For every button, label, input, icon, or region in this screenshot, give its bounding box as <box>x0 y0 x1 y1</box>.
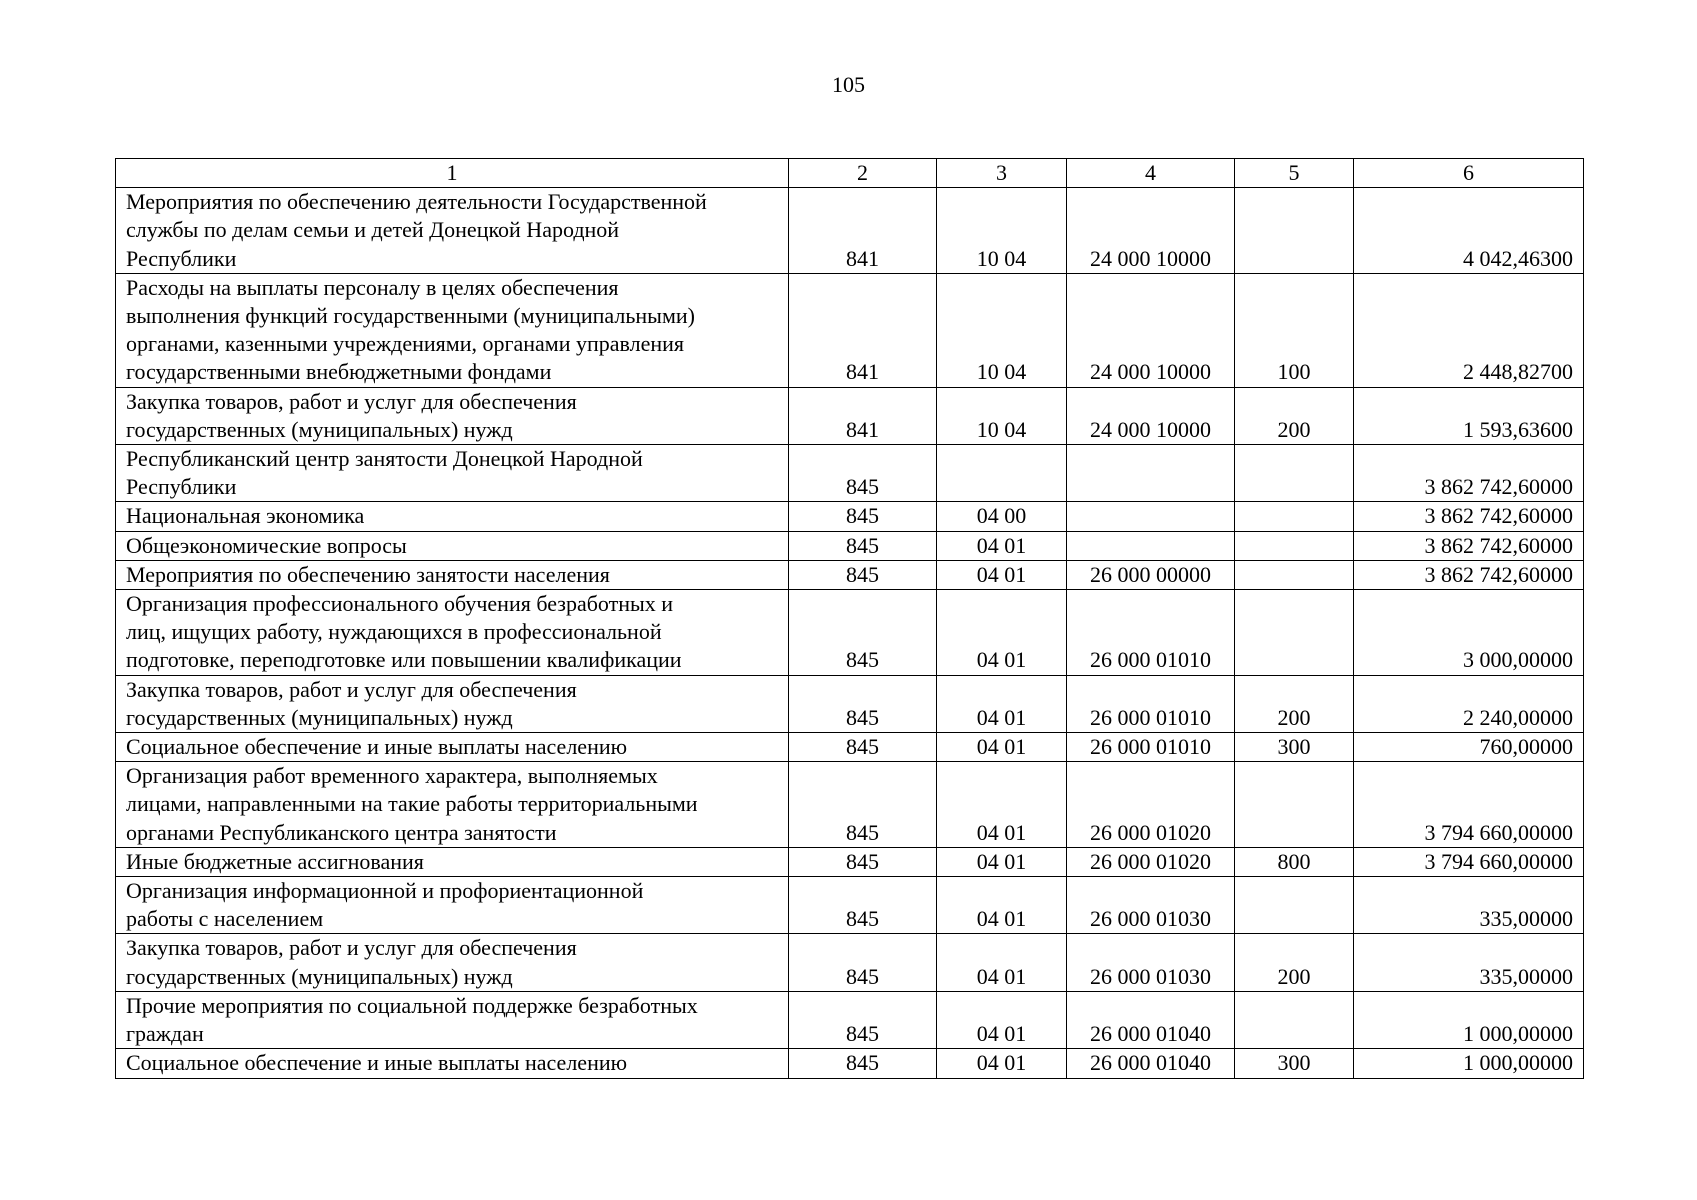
cell-code: 841 <box>789 273 937 387</box>
cell-name-line: государственных (муниципальных) нужд <box>126 963 513 989</box>
cell-name-line: государственных (муниципальных) нужд <box>126 704 513 730</box>
cell-expense-type <box>1235 560 1354 589</box>
column-header-1: 1 <box>116 159 789 188</box>
cell-expense-type <box>1235 991 1354 1048</box>
cell-name <box>116 733 789 762</box>
column-header-5: 5 <box>1235 159 1354 188</box>
cell-code: 841 <box>789 387 937 444</box>
cell-section: 10 04 <box>937 387 1067 444</box>
cell-name-line: Закупка товаров, работ и услуг для обеспечения <box>126 676 577 702</box>
cell-amount: 2 448,82700 <box>1354 273 1584 387</box>
cell-name-line: лиц, ищущих работу, нуждающихся в профессиональной <box>126 619 662 645</box>
cell-name <box>116 934 789 991</box>
cell-code: 845 <box>789 1049 937 1078</box>
table-row <box>116 733 1584 762</box>
cell-amount: 2 240,00000 <box>1354 675 1584 732</box>
cell-name-line: Национальная экономика <box>126 503 365 529</box>
cell-target-item: 26 000 01020 <box>1067 762 1235 848</box>
cell-name-line: выполнения функций государственными (муниципальными) <box>126 303 695 329</box>
cell-amount: 4 042,46300 <box>1354 188 1584 274</box>
cell-name <box>116 675 789 732</box>
cell-code: 845 <box>789 847 937 876</box>
cell-name <box>116 877 789 934</box>
cell-expense-type <box>1235 877 1354 934</box>
cell-name-line: граждан <box>126 1021 204 1047</box>
table-row <box>116 387 1584 444</box>
page-number: 105 <box>832 72 865 97</box>
cell-target-item: 24 000 10000 <box>1067 273 1235 387</box>
cell-name-line: органами, казенными учреждениями, органами управления <box>126 331 685 357</box>
cell-name-line: Мероприятия по обеспечению занятости населения <box>126 561 610 587</box>
cell-name-line: работы с населением <box>126 906 324 932</box>
cell-target-item <box>1067 531 1235 560</box>
table-row <box>116 502 1584 531</box>
cell-name-line: Организация профессионального обучения безработных и <box>126 591 674 617</box>
cell-name-line: подготовке, переподготовке или повышении квалификации <box>126 647 682 673</box>
cell-code: 845 <box>789 934 937 991</box>
cell-target-item: 26 000 01020 <box>1067 847 1235 876</box>
cell-code: 845 <box>789 675 937 732</box>
table-row <box>116 877 1584 934</box>
cell-section: 04 01 <box>937 847 1067 876</box>
cell-name <box>116 1049 789 1078</box>
cell-name <box>116 560 789 589</box>
cell-name <box>116 847 789 876</box>
cell-name <box>116 991 789 1048</box>
cell-name-line: Республики <box>126 474 237 500</box>
cell-target-item: 26 000 00000 <box>1067 560 1235 589</box>
cell-section: 04 01 <box>937 762 1067 848</box>
cell-expense-type <box>1235 531 1354 560</box>
cell-name-line: государственными внебюджетными фондами <box>126 359 552 385</box>
cell-name-line: Организация информационной и профориентационной <box>126 878 644 904</box>
cell-code: 845 <box>789 590 937 676</box>
cell-code: 845 <box>789 733 937 762</box>
cell-name-line: Республики <box>126 245 237 271</box>
cell-expense-type: 200 <box>1235 675 1354 732</box>
cell-name-line: органами Республиканского центра занятости <box>126 819 557 845</box>
cell-section: 04 01 <box>937 531 1067 560</box>
table-row <box>116 1049 1584 1078</box>
budget-table <box>115 158 1584 1079</box>
cell-amount: 760,00000 <box>1354 733 1584 762</box>
table-row <box>116 531 1584 560</box>
cell-section: 04 01 <box>937 560 1067 589</box>
cell-amount: 3 794 660,00000 <box>1354 762 1584 848</box>
cell-name <box>116 445 789 502</box>
cell-name-line: Общеэкономические вопросы <box>126 532 407 558</box>
table-row <box>116 188 1584 274</box>
cell-expense-type <box>1235 502 1354 531</box>
cell-amount: 335,00000 <box>1354 877 1584 934</box>
cell-target-item: 26 000 01010 <box>1067 675 1235 732</box>
cell-amount: 3 862 742,60000 <box>1354 502 1584 531</box>
table-row <box>116 445 1584 502</box>
cell-expense-type: 300 <box>1235 733 1354 762</box>
cell-code: 841 <box>789 188 937 274</box>
cell-amount: 1 000,00000 <box>1354 1049 1584 1078</box>
cell-name <box>116 762 789 848</box>
cell-amount: 1 593,63600 <box>1354 387 1584 444</box>
cell-name-line: Республиканский центр занятости Донецкой Народной <box>126 446 643 472</box>
cell-section: 04 01 <box>937 877 1067 934</box>
cell-section: 04 01 <box>937 675 1067 732</box>
cell-name <box>116 590 789 676</box>
table-row <box>116 847 1584 876</box>
cell-section: 04 01 <box>937 991 1067 1048</box>
cell-name-line: Социальное обеспечение и иные выплаты населению <box>126 734 628 760</box>
cell-target-item: 26 000 01030 <box>1067 877 1235 934</box>
cell-target-item: 26 000 01040 <box>1067 1049 1235 1078</box>
cell-section: 10 04 <box>937 273 1067 387</box>
cell-code: 845 <box>789 762 937 848</box>
column-header-4: 4 <box>1067 159 1235 188</box>
cell-name <box>116 502 789 531</box>
cell-target-item: 24 000 10000 <box>1067 188 1235 274</box>
cell-amount: 3 794 660,00000 <box>1354 847 1584 876</box>
cell-name-line: Социальное обеспечение и иные выплаты населению <box>126 1050 628 1076</box>
cell-expense-type: 200 <box>1235 934 1354 991</box>
cell-code: 845 <box>789 991 937 1048</box>
cell-amount: 3 862 742,60000 <box>1354 560 1584 589</box>
cell-name <box>116 387 789 444</box>
column-header-3: 3 <box>937 159 1067 188</box>
cell-target-item: 26 000 01010 <box>1067 733 1235 762</box>
cell-name-line: Мероприятия по обеспечению деятельности Государственной <box>126 189 707 215</box>
header-row <box>116 159 1584 188</box>
cell-name <box>116 273 789 387</box>
cell-name-line: службы по делам семьи и детей Донецкой Народной <box>126 217 620 243</box>
cell-expense-type: 800 <box>1235 847 1354 876</box>
cell-section: 10 04 <box>937 188 1067 274</box>
cell-amount: 3 862 742,60000 <box>1354 531 1584 560</box>
cell-expense-type <box>1235 188 1354 274</box>
cell-name-line: Организация работ временного характера, выполняемых <box>126 763 658 789</box>
cell-target-item <box>1067 502 1235 531</box>
cell-expense-type: 300 <box>1235 1049 1354 1078</box>
table-row <box>116 560 1584 589</box>
cell-target-item: 24 000 10000 <box>1067 387 1235 444</box>
cell-expense-type: 200 <box>1235 387 1354 444</box>
cell-target-item: 26 000 01010 <box>1067 590 1235 676</box>
cell-amount: 1 000,00000 <box>1354 991 1584 1048</box>
cell-name <box>116 531 789 560</box>
cell-code: 845 <box>789 877 937 934</box>
cell-expense-type: 100 <box>1235 273 1354 387</box>
table-row <box>116 675 1584 732</box>
cell-name-line: государственных (муниципальных) нужд <box>126 416 513 442</box>
cell-expense-type <box>1235 445 1354 502</box>
column-header-2: 2 <box>789 159 937 188</box>
cell-name-line: Закупка товаров, работ и услуг для обеспечения <box>126 935 577 961</box>
cell-section: 04 01 <box>937 733 1067 762</box>
cell-amount: 335,00000 <box>1354 934 1584 991</box>
cell-target-item: 26 000 01040 <box>1067 991 1235 1048</box>
cell-section: 04 00 <box>937 502 1067 531</box>
cell-expense-type <box>1235 590 1354 676</box>
table-row <box>116 991 1584 1048</box>
cell-name-line: Закупка товаров, работ и услуг для обеспечения <box>126 388 577 414</box>
cell-target-item <box>1067 445 1235 502</box>
cell-target-item: 26 000 01030 <box>1067 934 1235 991</box>
cell-name-line: лицами, направленными на такие работы территориальными <box>126 791 698 817</box>
table-row <box>116 273 1584 387</box>
cell-amount: 3 862 742,60000 <box>1354 445 1584 502</box>
cell-name-line: Прочие мероприятия по социальной поддержке безработных <box>126 992 698 1018</box>
cell-section: 04 01 <box>937 1049 1067 1078</box>
table-row <box>116 590 1584 676</box>
column-header-6: 6 <box>1354 159 1584 188</box>
cell-name-line: Расходы на выплаты персоналу в целях обеспечения <box>126 274 619 300</box>
cell-section <box>937 445 1067 502</box>
table-row <box>116 762 1584 848</box>
cell-code: 845 <box>789 560 937 589</box>
cell-name-line: Иные бюджетные ассигнования <box>126 848 424 874</box>
table-row <box>116 934 1584 991</box>
cell-amount: 3 000,00000 <box>1354 590 1584 676</box>
cell-section: 04 01 <box>937 590 1067 676</box>
cell-name <box>116 188 789 274</box>
cell-code: 845 <box>789 531 937 560</box>
cell-expense-type <box>1235 762 1354 848</box>
cell-section: 04 01 <box>937 934 1067 991</box>
cell-code: 845 <box>789 445 937 502</box>
cell-code: 845 <box>789 502 937 531</box>
